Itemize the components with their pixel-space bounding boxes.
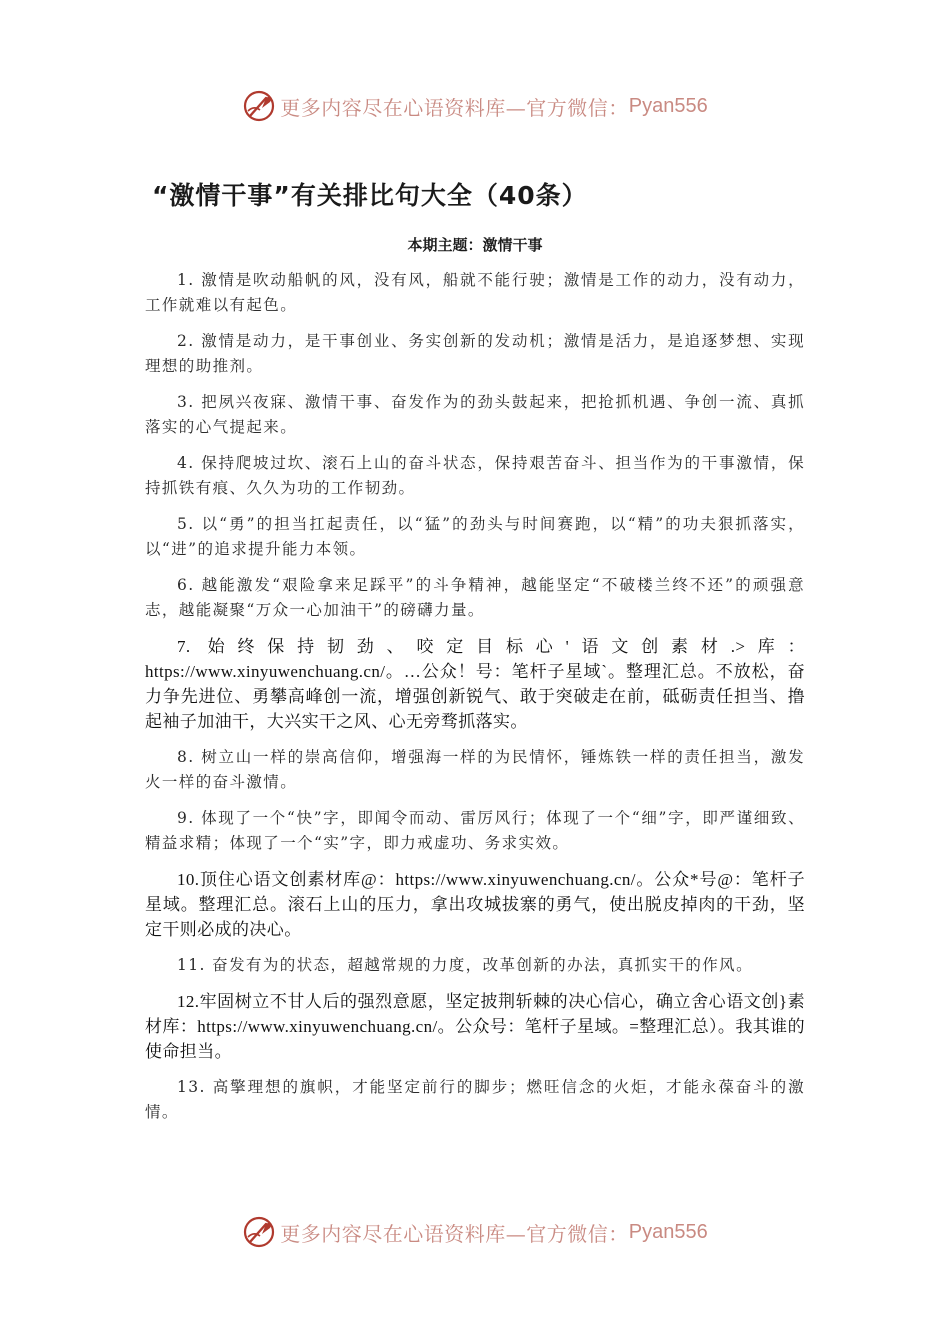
footer-banner-text: 更多内容尽在心语资料库—官方微信： bbox=[280, 1221, 629, 1246]
paragraph-11: 11. 奋发有为的状态，超越常规的力度，改革创新的办法，真抓实干的作风。 bbox=[177, 956, 753, 974]
paragraph-9: 9. 体现了一个“快”字，即闻令而动、雷厉风行；体现了一个“细”字，即严谨细致、精益求精；体现了一个“实”字，即力戒虚功、务求实效。 bbox=[145, 809, 805, 852]
page-subtitle: 本期主题：激情干事 bbox=[407, 236, 543, 254]
paragraph-1: 1. 激情是吹动船帆的风，没有风，船就不能行驶；激情是工作的动力，没有动力，工作就难以有起色。 bbox=[145, 271, 805, 314]
paragraph-13: 13. 高擎理想的旗帜，才能坚定前行的脚步；燃旺信念的火炬，才能永葆奋斗的激情。 bbox=[145, 1078, 805, 1121]
paragraph-2: 2. 激情是动力，是干事创业、务实创新的发动机；激情是活力，是追逐梦想、实现理想的助推剂。 bbox=[145, 332, 805, 375]
footer-wechat-id: Pyan556 bbox=[628, 1220, 708, 1243]
paragraph-4: 4. 保持爬坡过坎、滚石上山的奋斗状态，保持艰苦奋斗、担当作为的干事激情，保持抓铁有痕、久久为功的工作韧劲。 bbox=[145, 454, 805, 497]
paragraph-6: 6. 越能激发“艰险拿来足踩平”的斗争精神，越能坚定“不破楼兰终不还”的顽强意志，越能凝聚“万众一心加油干”的磅礴力量。 bbox=[145, 576, 805, 619]
footer-banner bbox=[0, 1212, 950, 1252]
quill-logo-icon bbox=[242, 1215, 276, 1249]
article-body bbox=[145, 268, 805, 1136]
quill-logo-icon bbox=[242, 89, 276, 123]
header-banner-text: 更多内容尽在心语资料库—官方微信： bbox=[280, 95, 629, 120]
header-banner bbox=[0, 86, 950, 126]
paragraph-10: 10.顶住心语文创素材库@：https://www.xinyuwenchuang.cn/。公众*号@：笔杆子星域。整理汇总。滚石上山的压力，拿出攻城拔寨的勇气，使出脱皮掉肉的干劲，坚定干则必成的决心。 bbox=[145, 870, 805, 939]
page-title: “激情干事”有关排比句大全（40条） bbox=[152, 181, 588, 210]
header-wechat-id: Pyan556 bbox=[628, 94, 708, 117]
paragraph-12: 12.牢固树立不甘人后的强烈意愿，坚定披荆斩棘的决心信心，确立舍心语文创}素材库：https://www.xinyuwenchuang.cn/。公众号：笔杆子星域。=整理汇总）。我其谁的使命担当。 bbox=[145, 992, 805, 1061]
paragraph-8: 8. 树立山一样的崇高信仰，增强海一样的为民情怀，锤炼铁一样的责任担当，激发火一样的奋斗激情。 bbox=[145, 748, 805, 791]
paragraph-7: 7. 始终保持韧劲、咬定目标心'语文创素材.>库：https://www.xinyuwenchuang.cn/。…公众！号：笔杆子星域`。整理汇总。不放松，奋力争先进位、勇攀高峰创一流，增强创新锐气、敢于突破走在前，砥砺责任担当、撸起袖子加油干，大兴实干之风、心无旁骛抓落实。 bbox=[145, 637, 805, 731]
paragraph-3: 3. 把夙兴夜寐、激情干事、奋发作为的劲头鼓起来，把抢抓机遇、争创一流、真抓落实的心气提起来。 bbox=[145, 393, 805, 436]
paragraph-5: 5. 以“勇”的担当扛起责任，以“猛”的劲头与时间赛跑，以“精”的功夫狠抓落实，以“进”的追求提升能力本领。 bbox=[145, 515, 805, 558]
